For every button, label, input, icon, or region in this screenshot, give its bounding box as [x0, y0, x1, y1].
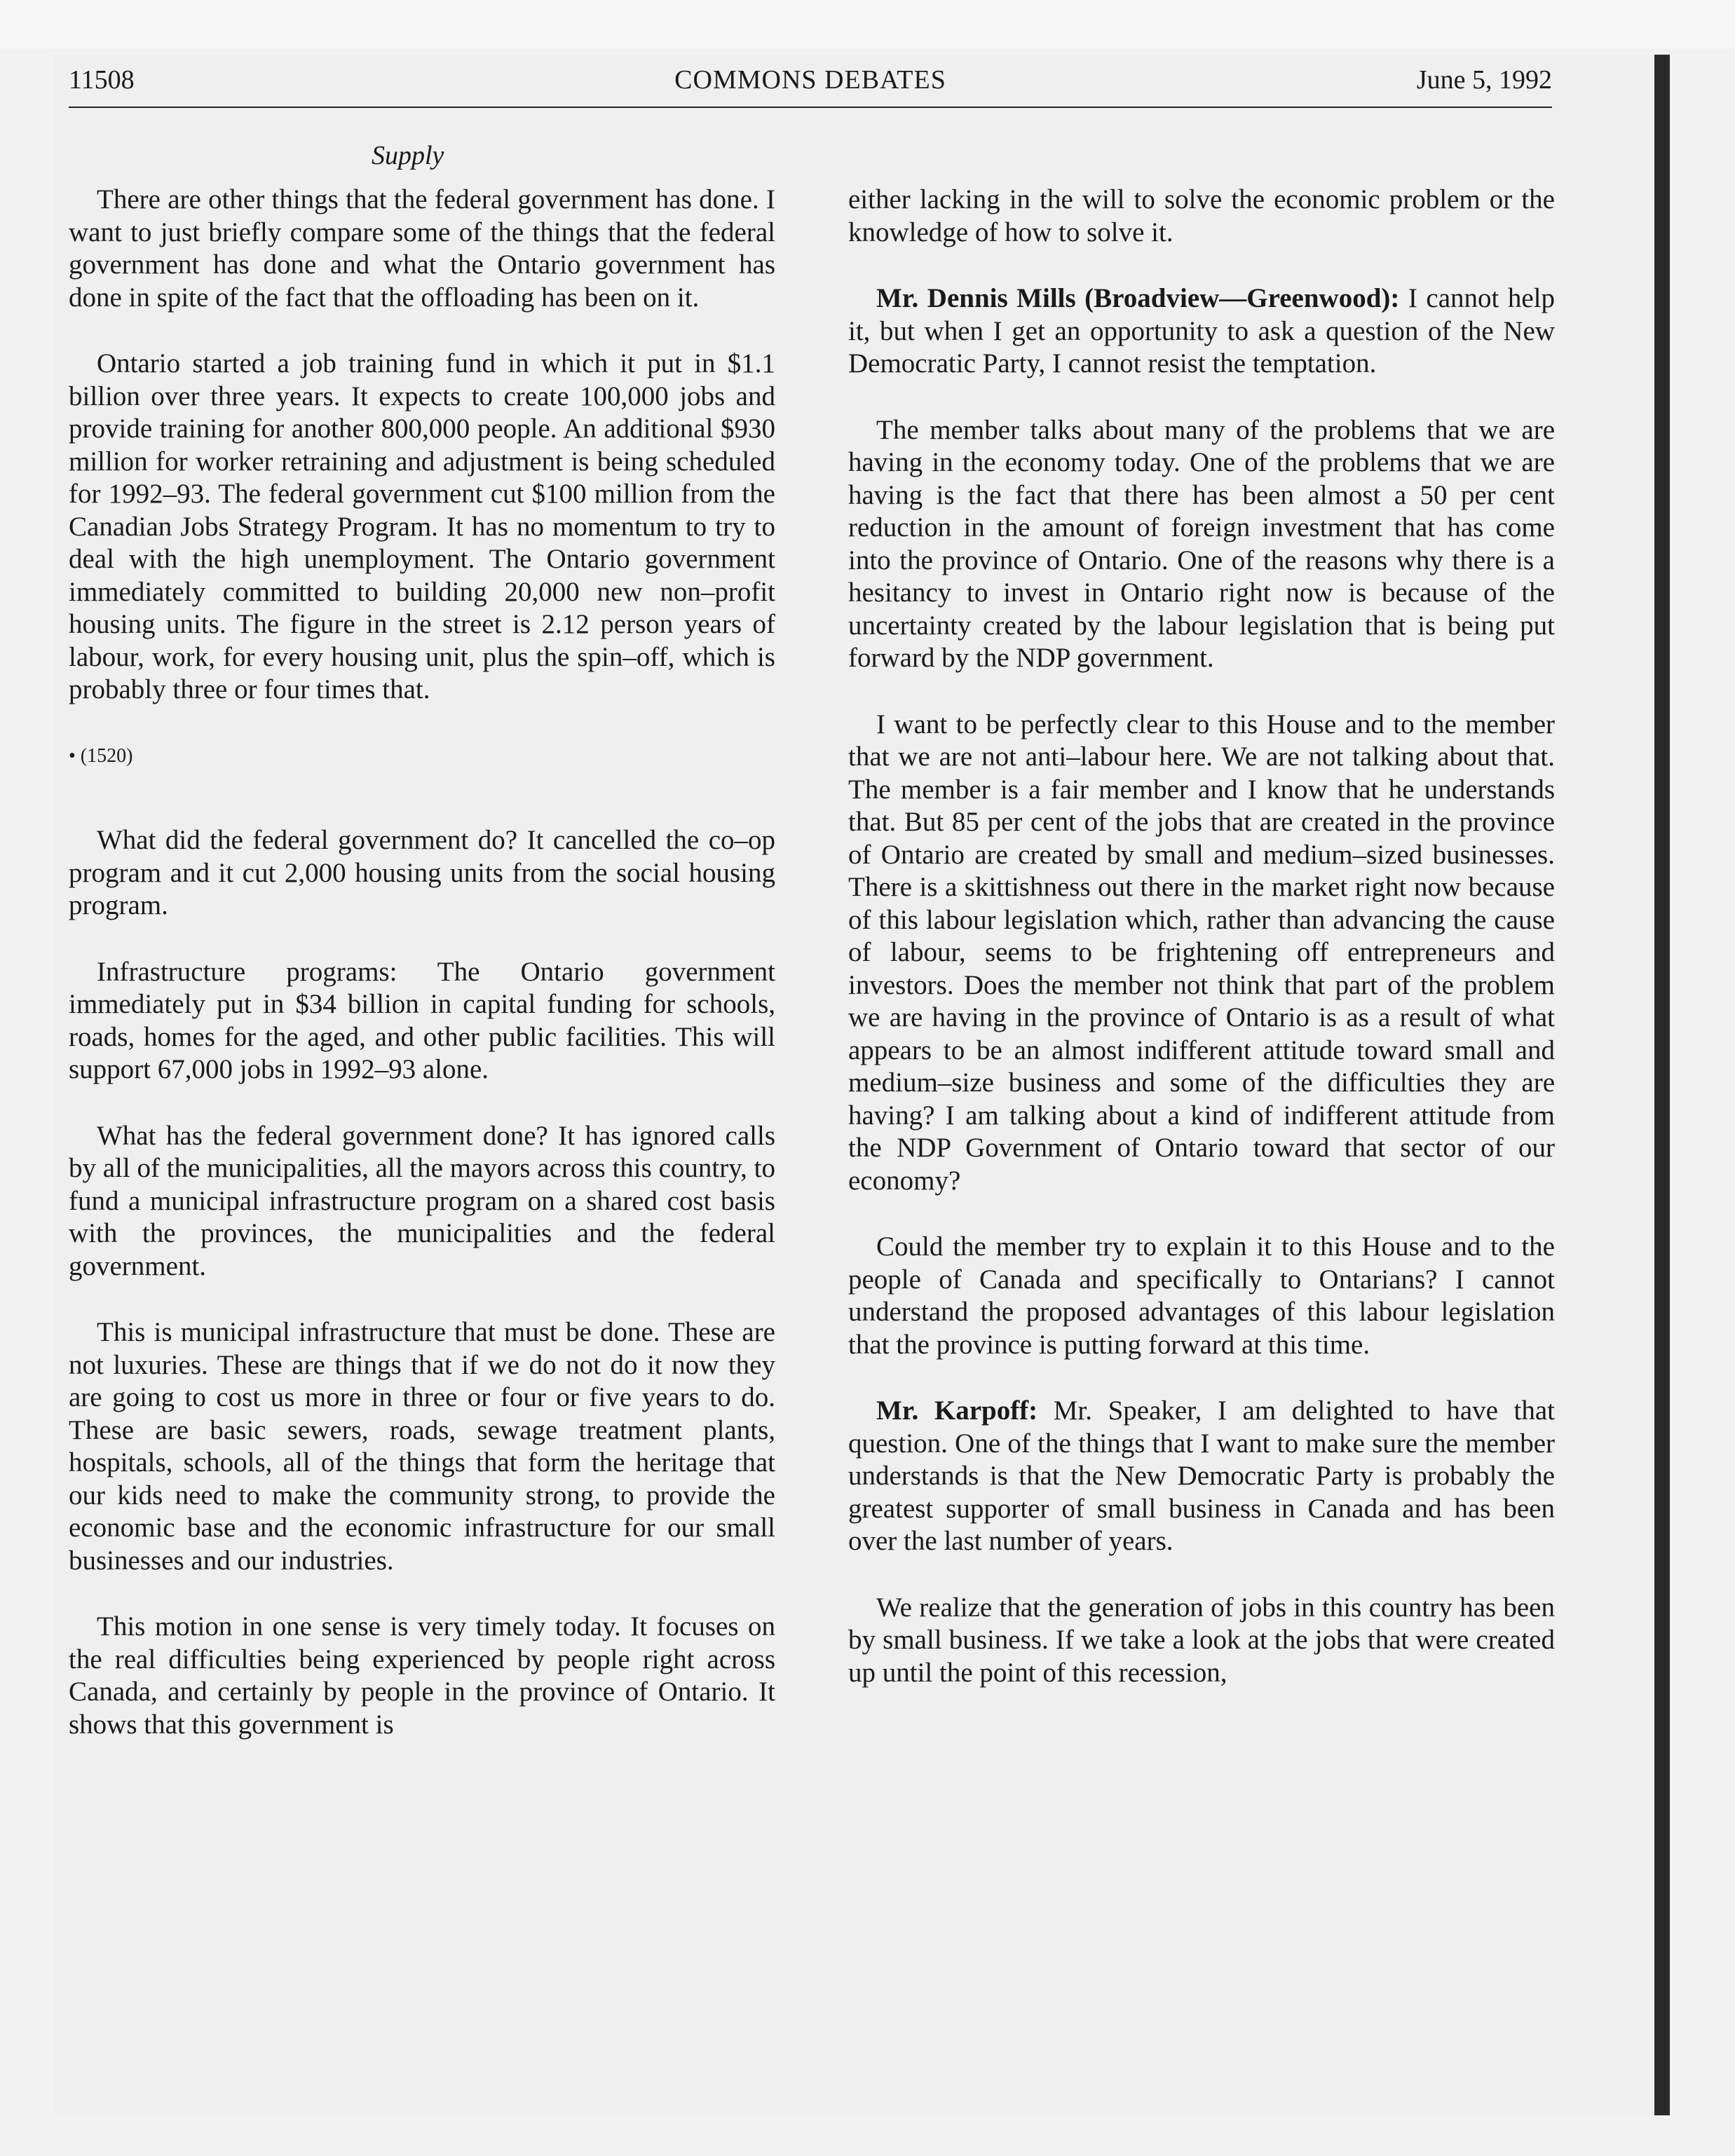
right-column: [848, 184, 1555, 1723]
paragraph: Infrastructure programs: The Ontario government immediately put in $34 billion in capital funding for schools, roads, homes for the aged, and other public facilities. This will support 67,000 jobs in 1992–93 alone.: [69, 956, 775, 1084]
page-header: [69, 64, 1552, 108]
paragraph: This motion in one sense is very timely today. It focuses on the real difficulties being experienced by people right across Canada, and certainly by people in the province of Ontario. It shows that this government is: [69, 1611, 775, 1740]
speech-paragraph: [848, 282, 1555, 381]
scan-edge-shadow: [1654, 55, 1670, 2115]
paragraph: There are other things that the federal government has done. I want to just briefly compare some of the things that the federal government has done and what the Ontario government has done in spite of the fact that the offloading has been on it.: [69, 184, 775, 313]
section-label: Supply: [372, 141, 444, 170]
paragraph: either lacking in the will to solve the economic problem or the knowledge of how to solve it.: [848, 184, 1555, 247]
scan-margin: [0, 0, 1735, 49]
publication-title: COMMONS DEBATES: [674, 65, 946, 95]
speech-paragraph: [848, 1395, 1555, 1558]
speaker-name: Mr. Dennis Mills (Broadview—Greenwood):: [876, 283, 1400, 313]
speech-text: Mr. Speaker, I am delighted to have that question. One of the things that I want to make sure the member understands is that the New Democratic Party is probably the greatest supporter of small business in Canada and has been over the last number of years.: [848, 1396, 1555, 1556]
left-column: [69, 184, 775, 1775]
paragraph: What did the federal government do? It cancelled the co–op program and it cut 2,000 housing units from the social housing program.: [69, 825, 775, 920]
paragraph: What has the federal government done? It has ignored calls by all of the municipalities, all the mayors across this country, to fund a municipal infrastructure program on a shared cost basis with the provinces, the municipalities and the federal government.: [69, 1120, 776, 1281]
speech-text: I cannot help it, but when I get an opportunity to ask a question of the New Democratic Party, I cannot resist the temptation.: [848, 283, 1555, 378]
paragraph: I want to be perfectly clear to this House and to the member that we are not anti–labour here. We are not talking about that. The member is a fair member and I know that he understands that. But 85 per cent of the jobs that are created in the province of Ontario are created by small and medium–sized businesses. There is a skittishness out there in the market right now because of this labour legislation which, rather than advancing the cause of labour, seems to be frightening off entrepreneurs and investors. Does the member not think that part of the problem we are having in the province of Ontario is as a result of what appears to be an almost indifferent attitude toward small and medium–size business and some of the difficulties they are having? I am talking about a kind of indifferent attitude from the NDP Government of Ontario toward that sector of our economy?: [848, 709, 1555, 1196]
paragraph: Could the member try to explain it to this House and to the people of Canada and specifically to Ontarians? I cannot understand the proposed advantages of this labour legislation that the province is putting forward at this time.: [848, 1231, 1555, 1360]
paragraph: Ontario started a job training fund in which it put in $1.1 billion over three years. It expects to create 100,000 jobs and provide training for another 800,000 people. An additional $930 million for worker retraining and adjustment is being scheduled for 1992–93. The federal government cut $100 million from the Canadian Jobs Strategy Program. It has no momentum to try to deal with the high unemployment. The Ontario government immediately committed to building 20,000 new non–profit housing units. The figure in the street is 2.12 person years of labour, work, for every housing unit, plus the spin–off, which is probably three or four times that.: [69, 348, 775, 704]
page-number: 11508: [69, 65, 135, 95]
publication-date: June 5, 1992: [1416, 65, 1552, 95]
paragraph: The member talks about many of the problems that we are having in the economy today. One of the problems that we are having is the fact that there has been almost a 50 per cent reduction in the amount of foreign investment that has come into the province of Ontario. One of the reasons why there is a hesitancy to invest in Ontario right now is because of the uncertainty created by the labour legislation that is being put forward by the NDP government.: [848, 414, 1555, 673]
time-marker: • (1520): [69, 744, 133, 767]
paragraph: We realize that the generation of jobs in this country has been by small business. If we take a look at the jobs that were created up until the point of this recession,: [848, 1592, 1555, 1688]
speaker-name: Mr. Karpoff:: [876, 1396, 1038, 1426]
paragraph: This is municipal infrastructure that must be done. These are not luxuries. These are things that if we do not do it now they are going to cost us more in three or four or five years to do. These are basic sewers, roads, sewage treatment plants, hospitals, schools, all of the things that form the heritage that our kids need to make the community strong, to provide the economic base and the economic infrastructure for our small businesses and our industries.: [69, 1317, 775, 1576]
